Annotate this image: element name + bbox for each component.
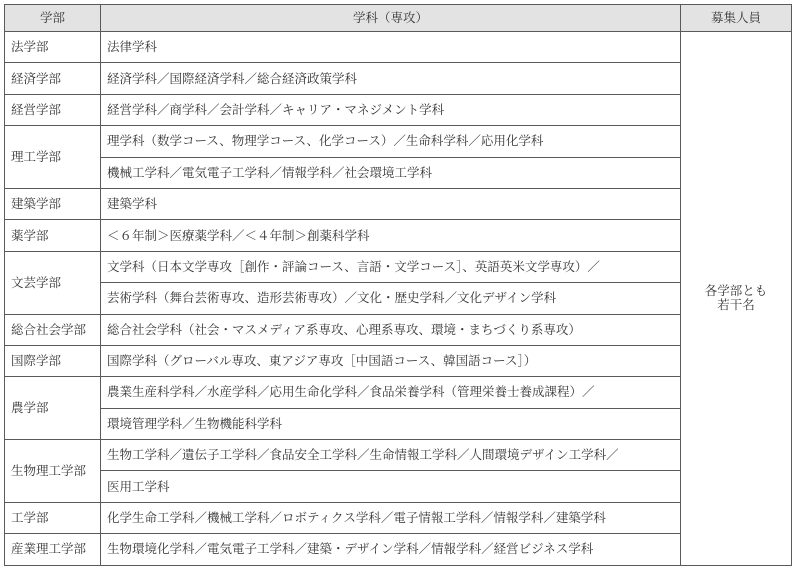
faculty-cell: 文芸学部: [5, 251, 101, 314]
enrollment-cell: [681, 32, 792, 566]
header-enrollment: 募集人員: [681, 5, 792, 32]
table-row: [5, 188, 792, 219]
faculty-cell: 産業理工学部: [5, 534, 101, 565]
table-row: [5, 408, 792, 439]
table-header-row: [5, 5, 792, 32]
table-row: [5, 377, 792, 408]
table-row: [5, 94, 792, 125]
department-cell: 農業生産科学科／水産学科／応用生命化学科／食品栄養学科（管理栄養士養成課程）／: [101, 377, 681, 408]
faculty-cell: 薬学部: [5, 220, 101, 251]
table-row: [5, 283, 792, 314]
department-cell: 経済学科／国際経済学科／総合経済政策学科: [101, 63, 681, 94]
faculty-cell: 農学部: [5, 377, 101, 440]
department-cell: 機械工学科／電気電子工学科／情報学科／社会環境工学科: [101, 157, 681, 188]
department-cell: 法律学科: [101, 32, 681, 63]
faculty-cell: 国際学部: [5, 345, 101, 376]
department-cell: 国際学科（グローバル専攻、東アジア専攻［中国語コース、韓国語コース］）: [101, 345, 681, 376]
department-cell: 生物工学科／遺伝子工学科／食品安全工学科／生命情報工学科／人間環境デザイン工学科／: [101, 440, 681, 471]
enrollment-line-1: 各学部とも: [704, 283, 768, 299]
department-cell: 文学科（日本文学専攻［創作・評論コース、言語・文学コース］、英語英米文学専攻）／: [101, 251, 681, 282]
table-row: [5, 126, 792, 157]
table-row: [5, 32, 792, 63]
table-row: [5, 157, 792, 188]
department-cell: 総合社会学科（社会・マスメディア系専攻、心理系専攻、環境・まちづくり系専攻）: [101, 314, 681, 345]
table-row: [5, 502, 792, 533]
department-cell: 経営学科／商学科／会計学科／キャリア・マネジメント学科: [101, 94, 681, 125]
header-faculty: 学部: [5, 5, 101, 32]
header-department: 学科（専攻）: [101, 5, 681, 32]
table-row: [5, 471, 792, 502]
table-row: [5, 440, 792, 471]
table-row: [5, 314, 792, 345]
faculty-cell: 経済学部: [5, 63, 101, 94]
table-row: [5, 345, 792, 376]
department-cell: 環境管理学科／生物機能科学科: [101, 408, 681, 439]
faculty-cell: 総合社会学部: [5, 314, 101, 345]
enrollment-line-2: 若干名: [717, 297, 755, 313]
department-cell: 医用工学科: [101, 471, 681, 502]
department-cell: 芸術学科（舞台芸術専攻、造形芸術専攻）／文化・歴史学科／文化デザイン学科: [101, 283, 681, 314]
department-cell: 建築学科: [101, 188, 681, 219]
table-row: [5, 220, 792, 251]
faculty-cell: 理工学部: [5, 126, 101, 189]
department-cell: 生物環境化学科／電気電子工学科／建築・デザイン学科／情報学科／経営ビジネス学科: [101, 534, 681, 565]
department-cell: ＜６年制＞医療薬学科／＜４年制＞創薬科学科: [101, 220, 681, 251]
department-cell: 化学生命工学科／機械工学科／ロボティクス学科／電子情報工学科／情報学科／建築学科: [101, 502, 681, 533]
faculty-table: [4, 4, 792, 566]
faculty-cell: 法学部: [5, 32, 101, 63]
table-row: [5, 534, 792, 565]
faculty-cell: 経営学部: [5, 94, 101, 125]
department-cell: 理学科（数学コース、物理学コース、化学コース）／生命科学科／応用化学科: [101, 126, 681, 157]
faculty-cell: 建築学部: [5, 188, 101, 219]
table-row: [5, 251, 792, 282]
table-row: [5, 63, 792, 94]
faculty-cell: 工学部: [5, 502, 101, 533]
faculty-cell: 生物理工学部: [5, 440, 101, 503]
